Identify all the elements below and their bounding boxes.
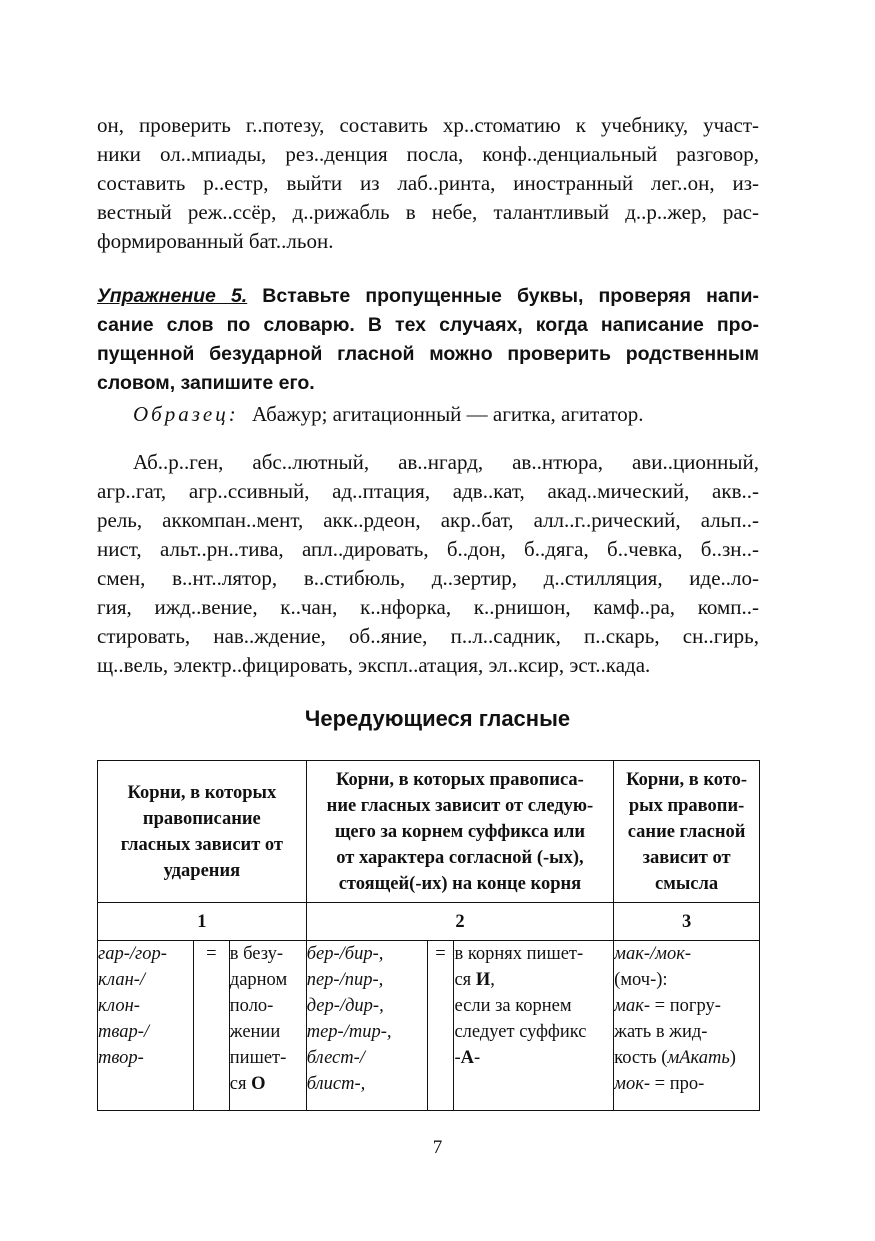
section-title: Чередующиеся гласные [304, 706, 571, 731]
header-col-2 [306, 761, 613, 903]
text-line: гия, ижд..вение, к..чан, к..нфорка, к..рнишон, камф..ра, комп..- [97, 595, 759, 619]
rule-line [614, 1071, 759, 1097]
header-line: стоящей(-их) на конце корня [338, 873, 582, 894]
col2-rule [454, 941, 614, 1111]
header-line: Корни, в которых [127, 782, 277, 803]
rule-line: следует суффикс [454, 1022, 587, 1042]
col1-roots [98, 941, 194, 1111]
root: клан-/ [98, 970, 146, 990]
root: блест-/ [306, 1048, 365, 1068]
header-line: ударения [163, 860, 241, 881]
rule-text: = погру- [650, 996, 721, 1016]
text-line: рель, аккомпан..мент, акк..рдеон, акр..бат, алл..г..рический, альп..- [97, 508, 759, 532]
text-line: нист, альт..рн..тива, апл..дировать, б..дон, б..дяга, б..чевка, б..зн..- [97, 537, 759, 561]
text-line: словом, запишите его. [97, 372, 315, 394]
page-number: 7 [432, 1137, 443, 1158]
rule-line [614, 993, 759, 1019]
text-line: щ..вель, электр..фицировать, экспл..атация, эл..ксир, эст..када. [97, 653, 651, 677]
col1-rule [229, 941, 306, 1111]
header-line: гласных зависит от [120, 834, 283, 855]
text-line [97, 282, 759, 311]
rule-line: (моч-): [614, 970, 668, 990]
rule-text: ся [229, 1074, 252, 1094]
rule-line: в корнях пишет- [454, 944, 584, 964]
words-paragraph [97, 448, 759, 680]
text-line: формированный бат..льон. [97, 229, 334, 253]
rule-text: ся [454, 970, 476, 990]
text-line: он, проверить г..потезу, составить хр..стоматию к учебнику, участ- [97, 113, 759, 137]
rule-text: = про- [650, 1074, 705, 1094]
root: мак- [614, 996, 651, 1016]
rule-text: - [454, 1048, 461, 1068]
rule-line: дарном [229, 970, 288, 990]
text-line: стировать, нав..ждение, об..яние, п..л..садник, п..скарь, сн..гирь, [97, 624, 759, 648]
exercise-text: Вставьте пропущенные буквы, проверяя напи- [247, 285, 759, 307]
rule-text: ) [729, 1048, 736, 1068]
rule-line: мак-/мок- [614, 944, 692, 964]
root: бер-/бир-, [306, 944, 384, 964]
example-word: мАкать [667, 1048, 730, 1068]
header-col-1 [98, 761, 307, 903]
header-line: Корни, в которых правописа- [336, 769, 584, 790]
header-line: щего за корнем суффикса или [334, 821, 586, 842]
text-line: сание слов по словарю. В тех случаях, когда написание про- [97, 314, 759, 336]
rule-line [454, 1045, 613, 1071]
header-line: смысла [655, 873, 719, 894]
header-line: зависит от [642, 847, 731, 868]
sample-line [133, 400, 644, 429]
column-number-2: 2 [306, 903, 613, 941]
rule-line [614, 1045, 759, 1071]
rule-line: в безу- [229, 944, 284, 964]
rule-line: если за корнем [454, 996, 572, 1016]
rule-line [454, 967, 613, 993]
rule-text: - [474, 1048, 481, 1068]
rule-text: , [490, 970, 495, 990]
root: пер-/пир-, [306, 970, 384, 990]
root: твор- [98, 1048, 144, 1068]
header-col-3 [614, 761, 760, 903]
root: гар-/гор- [98, 944, 167, 964]
root: мок- [614, 1074, 651, 1094]
header-line: от характера согласной (-ых), [336, 847, 584, 868]
sample-label: Образец: [133, 402, 239, 426]
root: блист-, [306, 1074, 366, 1094]
header-line: Корни, в кото- [626, 769, 748, 790]
col1-equals: = [193, 941, 229, 1111]
text-line: Аб..р..ген, абс..лютный, ав..нгард, ав..нтюра, ави..ционный, [133, 450, 759, 474]
rule-line: жать в жид- [614, 1022, 708, 1042]
header-line: сание гласной [627, 821, 746, 842]
root: дер-/дир-, [306, 996, 384, 1016]
root: тер-/тир-, [306, 1022, 392, 1042]
rule-line: пишет- [229, 1048, 287, 1068]
column-number-1: 1 [98, 903, 307, 941]
rule-line [230, 1071, 306, 1097]
text-line: составить р..естр, выйти из лаб..ринта, иностранный лег..он, из- [97, 171, 759, 195]
text-line: ники ол..мпиады, рез..денция посла, конф..денциальный разговор, [97, 142, 759, 166]
text-line: агр..гат, агр..ссивный, ад..птация, адв..кат, акад..мический, акв..- [97, 479, 759, 503]
header-line: рых правопи- [628, 795, 745, 816]
rule-letter: И [475, 970, 491, 990]
header-line: ние гласных зависит от следую- [326, 795, 594, 816]
root: клон- [98, 996, 140, 1016]
column-number-3: 3 [614, 903, 760, 941]
sample-text: Абажур; агитационный — агитка, агитатор. [251, 402, 644, 426]
col3-rule [614, 941, 760, 1111]
rule-text: кость ( [614, 1048, 668, 1068]
exercise-task [97, 282, 759, 398]
col2-equals: = [427, 941, 454, 1111]
top-paragraph [97, 111, 759, 256]
text-line: пущенной безударной гласной можно проверить родственным [97, 343, 759, 365]
col2-roots [306, 941, 427, 1111]
header-line: правописание [142, 808, 261, 829]
rule-line: жении [229, 1022, 281, 1042]
text-line: вестный реж..ссёр, д..рижабль в небе, талантливый д..р..жер, рас- [97, 200, 759, 224]
vowel-rules-table [97, 760, 760, 1111]
rule-line: поло- [229, 996, 274, 1016]
rule-letter: О [251, 1074, 266, 1094]
root: твар-/ [98, 1022, 150, 1042]
rule-letter: А [460, 1048, 474, 1068]
text-line: смен, в..нт..лятор, в..стибюль, д..зертир, д..стилляция, иде..ло- [97, 566, 759, 590]
exercise-label: Упражнение 5. [97, 285, 248, 307]
